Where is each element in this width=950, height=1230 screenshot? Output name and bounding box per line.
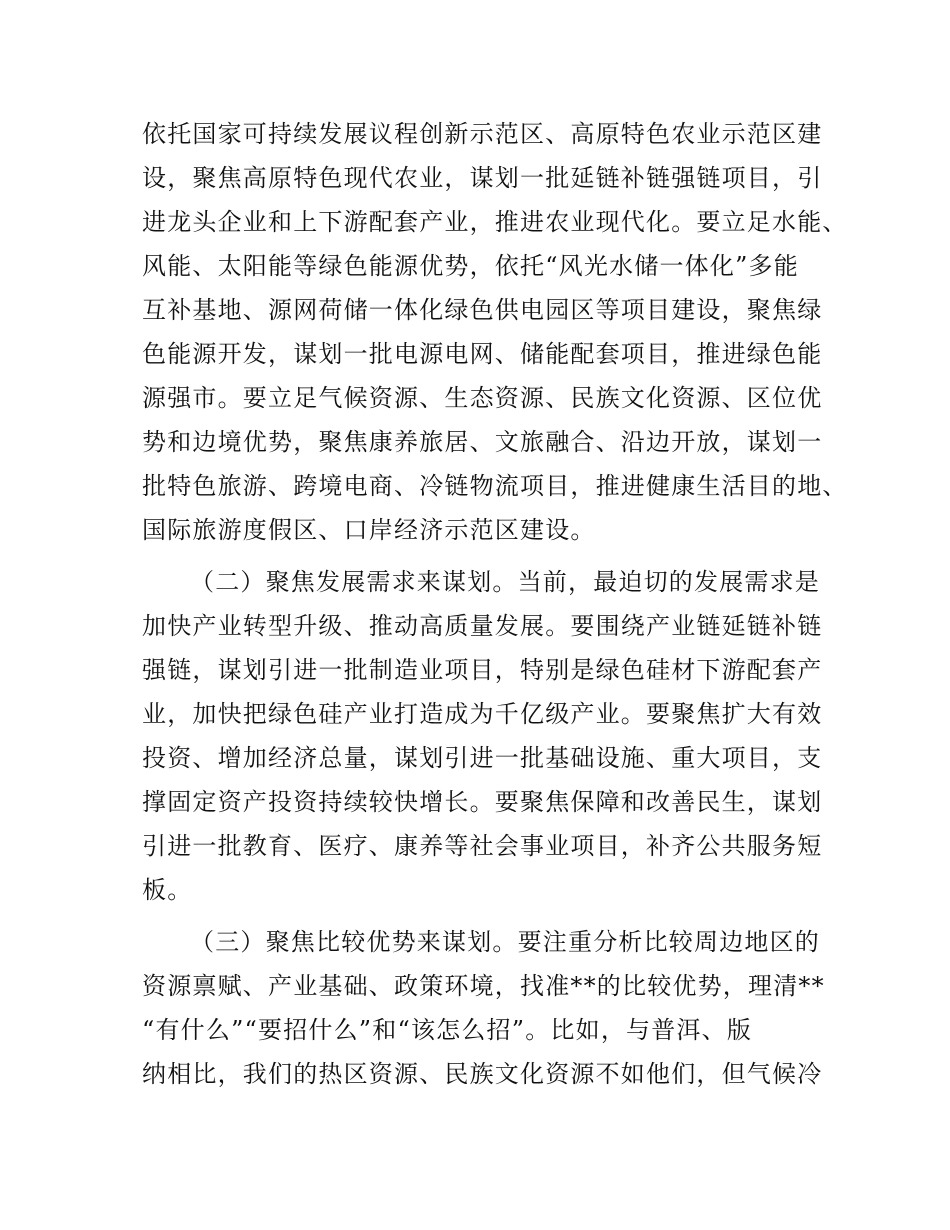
text-line: “有什么”“要招什么”和“该怎么招”。比如，与普洱、版 <box>142 1016 753 1044</box>
text-line: 风能、太阳能等绿色能源优势，依托“风光水储一体化”多能 <box>142 252 799 280</box>
paragraph-1 <box>142 112 848 552</box>
text-line: 纳相比，我们的热区资源、民族文化资源不如他们，但气候冷 <box>142 1060 823 1088</box>
text-line: 加快产业转型升级、推动高质量发展。要围绕产业链延链补链 <box>142 612 823 640</box>
text-line: 业，加快把绿色硅产业打造成为千亿级产业。要聚焦扩大有效 <box>142 700 823 728</box>
text-line: 国际旅游度假区、口岸经济示范区建设。 <box>142 516 596 544</box>
text-line: 引进一批教育、医疗、康养等社会事业项目，补齐公共服务短 <box>142 832 823 860</box>
text-line: 依托国家可持续发展议程创新示范区、高原特色农业示范区建 <box>142 120 823 148</box>
text-line: 板。 <box>142 876 193 904</box>
text-line: 资源禀赋、产业基础、政策环境，找准**的比较优势，理清** <box>142 972 825 1000</box>
text-line: 撑固定资产投资持续较快增长。要聚焦保障和改善民生，谋划 <box>142 788 823 816</box>
text-line: 设，聚焦高原特色现代农业，谋划一批延链补链强链项目，引 <box>142 164 823 192</box>
text-line: 色能源开发，谋划一批电源电网、储能配套项目，推进绿色能 <box>142 340 823 368</box>
paragraph-3 <box>142 920 825 1096</box>
text-line: 投资、增加经济总量，谋划引进一批基础设施、重大项目，支 <box>142 744 823 772</box>
text-line: 批特色旅游、跨境电商、冷链物流项目，推进健康生活目的地、 <box>142 472 848 500</box>
text-line: 源强市。要立足气候资源、生态资源、民族文化资源、区位优 <box>142 384 823 412</box>
paragraph-2 <box>142 560 823 912</box>
text-line: 进龙头企业和上下游配套产业，推进农业现代化。要立足水能、 <box>142 208 848 236</box>
section-heading-line: （三）聚焦比较优势来谋划。要注重分析比较周边地区的 <box>190 928 820 956</box>
text-line: 互补基地、源网荷储一体化绿色供电园区等项目建设，聚焦绿 <box>142 296 823 324</box>
text-line: 强链，谋划引进一批制造业项目，特别是绿色硅材下游配套产 <box>142 656 823 684</box>
text-line: 势和边境优势，聚焦康养旅居、文旅融合、沿边开放，谋划一 <box>142 428 823 456</box>
document-body <box>142 112 848 1096</box>
section-heading-line: （二）聚焦发展需求来谋划。当前，最迫切的发展需求是 <box>190 568 820 596</box>
